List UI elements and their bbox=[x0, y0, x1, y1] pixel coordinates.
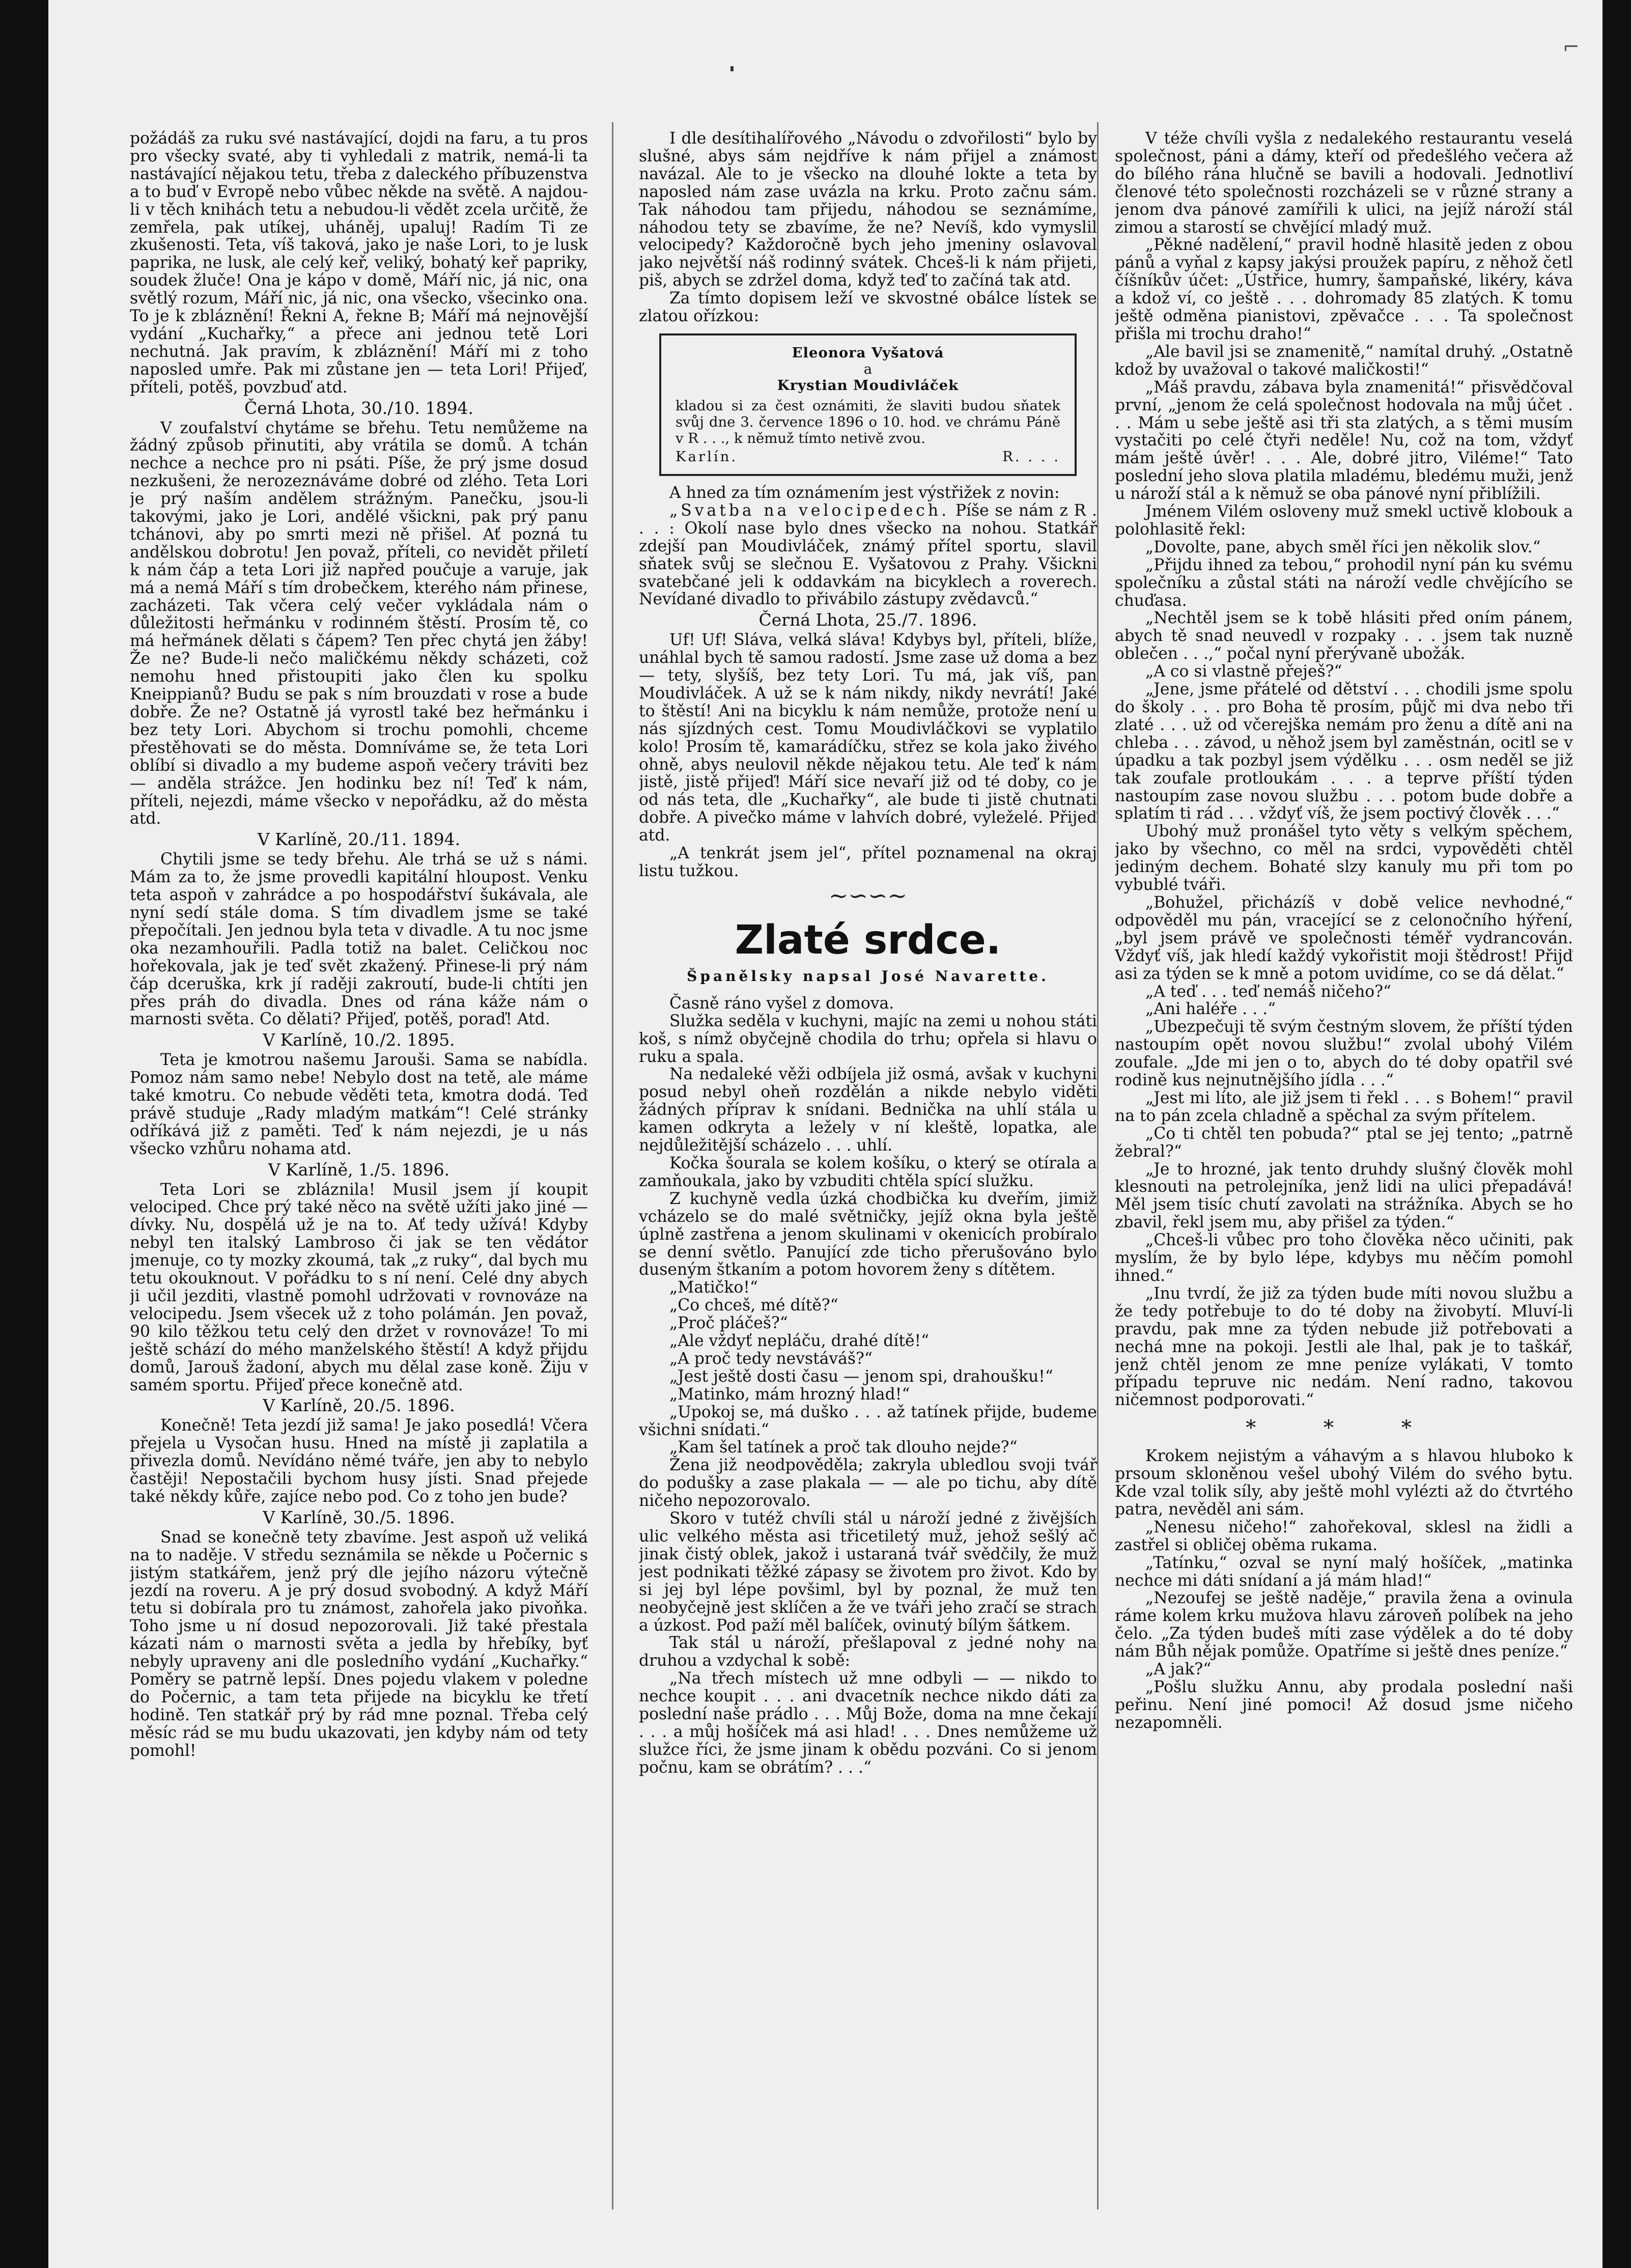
column-1 bbox=[130, 130, 588, 2237]
story-paragraph: „Chceš-li vůbec pro toho člověka něco učiniti, pak myslím, že by bylo lépe, kdybys mu něčím pomohl ihned.“ bbox=[1115, 1231, 1573, 1285]
letter-dateline: V Karlíně, 30./5. 1896. bbox=[263, 1507, 455, 1527]
letter-paragraph: Teta je kmotrou našemu Jarouši. Sama se nabídla. Pomoz nám samo nebe! Nebylo dost na tetě, ale máme také kmotru. Co nebude věděti teta, kmotra dodá. Teď právě studuje „Rady mladým matkám“! Celé stránky odříkává již z paměti. Teď k nám nejezdi, je u nás všecko vzhůru nohama atd. bbox=[130, 1051, 588, 1158]
dialogue-line: „Jest ještě dosti času — jenom spi, drahoušku!“ bbox=[669, 1367, 1053, 1386]
section-ornament: ~∽∽~ bbox=[828, 881, 908, 909]
column-2 bbox=[639, 130, 1097, 2237]
letter-paragraph: požádáš za ruku své nastávající, dojdi na faru, a tu pros pro všecky svaté, aby ti vyhledali z matrik, nemá-li ta nastávající nějakou tetu, třeba z daleckého příbuzenstva a to buď v Evropě nebo vůbec někde na světě. A najdou-li v těch knihách tetu a nebudou-li vědět zcela určitě, že zemřela, pak utíkej, uháněj, upaluj! Radím Ti ze zkušenosti. Teta, víš taková, jako je naše Lori, to je lusk paprika, ne lusk, ale celý keř, veliký, bohatý keř papriky, soudek žluče! Ona je kápo v domě, Máří nic, já nic, ona světlý rozum, Máří nic, já nic, ona všecko, všecinko ona. To je k zbláznění! Řekni A, řekne B; Máří má nejnovější vydání „Kuchařky,“ a přece ani jednou tetě Lori nechutná. Jak pravím, k zbláznění! Máří mi z toho naposled umře. Pak mi zůstane jen — teta Lori! Přijeď, příteli, potěš, povzbuď atd. bbox=[130, 130, 588, 397]
story-paragraph: „Máš pravdu, zábava byla znamenitá!“ přisvědčoval první, „jenom že celá společnost hodovala na můj účet . . . Mám u sebe ještě asi tři sta zlatých, a s těmi musím vystačiti po celé čtyři neděle! Nu, což na tom, vždyť mám ještě úvěr! . . . Ale, dobré jitro, Viléme!“ Tato poslední jeho slova platila mladému, bledému muži, jenž u nároží stál a k němuž se oba pánové nyní přiblížili. bbox=[1115, 378, 1573, 503]
story-paragraph: „Přijdu ihned za tebou,“ prohodil nyní pán ku svému společníku a zůstal státi na nároží vedle chvějícího se chuďasa. bbox=[1115, 555, 1573, 610]
story-paragraph: „A teď . . . teď nemáš ničeho?“ bbox=[1145, 982, 1392, 1001]
letter-dateline: V Karlíně, 20./11. 1894. bbox=[257, 829, 461, 850]
letter-paragraph: „A tenkrát jsem jel“, přítel poznamenal na okraj listu tužkou. bbox=[639, 844, 1097, 880]
story-paragraph: Ubohý muž pronášel tyto věty s velkým spěchem, jako by všechno, co měl na srdci, vypověděti chtěl jediným dechem. Bohaté slzy kanuly mu při tom po vybublé tváři. bbox=[1115, 822, 1573, 894]
dialogue-line: „Co chceš, mé dítě?“ bbox=[669, 1296, 838, 1315]
column-3 bbox=[1115, 130, 1573, 2237]
story-paragraph: Tak stál u nároží, přešlapoval z jedné nohy na druhou a vzdychal k sobě: bbox=[639, 1634, 1097, 1670]
column-rule-1 bbox=[612, 122, 613, 2209]
announcement-initial: R. . . . bbox=[1002, 448, 1060, 465]
story-paragraph: „A jak?“ bbox=[1145, 1660, 1212, 1679]
conjunction: a bbox=[863, 360, 873, 377]
letter-paragraph: Za tímto dopisem leží ve skvostné obálce lístek se zlatou ořízkou: bbox=[639, 289, 1097, 326]
letter-paragraph: I dle desítihalířového „Návodu o zdvořilosti“ bylo by slušné, abys sám nejdříve k nám přijel a známost navázal. Ale to je všecko na dlouhé lokte a teta by naposled nám zase uvázla na krku. Proto začnu sám. Tak náhodou tam přijedu, náhodou se seznámíme, náhodou tety se zbavíme, že ne? Nevíš, kdo vymyslil velocipedy? Každoročně bych jeho jmeniny oslavoval jako největší náš rodinný svátek. Chceš-li k nám přijeti, piš, abych se zdržel doma, když teď to začíná tak atd. bbox=[639, 130, 1097, 290]
story-paragraph: Žena již neodpověděla; zakryla ubledlou svoji tvář do podušky a zase plakala — — ale po tichu, aby dítě ničeho nepozorovalo. bbox=[639, 1456, 1097, 1510]
story-paragraph: „Nezoufej se ještě naděje,“ pravila žena a ovinula ráme kolem krku mužova hlavu zároveň políbek na jeho čelo. „Za týden budeš míti zase výdělek a do té doby nám Bůh nějak pomůže. Opatříme si ještě dnes peníze.“ bbox=[1115, 1589, 1573, 1661]
story-paragraph: „Na třech místech už mne odbyli — — nikdo to nechce koupit . . . ani dvacetník nechce nikdo dáti za poslední naše prádlo . . . Můj Bože, doma na mne čekají . . . a můj hošíček má asi hlad! . . . Dnes nemůžeme už služce říci, že jsme jinam k obědu pozváni. Co si jenom počnu, kam se obrátím? . . .“ bbox=[639, 1669, 1097, 1777]
story-title: Zlaté srdce. bbox=[735, 917, 1001, 963]
dialogue-line: „Matičko!“ bbox=[669, 1278, 758, 1297]
story-paragraph: „Ale bavil jsi se znamenitě,“ namítal druhý. „Ostatně kdož by uvažoval o takové maličkosti!“ bbox=[1115, 342, 1573, 379]
letter-paragraph: Teta Lori se zbláznila! Musil jsem jí koupit velociped. Chce prý také něco na světě užíti jako jiné — dívky. Nu, dospělá už je na to. Ať tedy užívá! Kdyby nebyl ten italský Lambroso či jak se ten vědátor jmenuje, co ty mozky zkoumá, tak „z ruky“, dal bych mu tetu okouknout. V pořádku to s ní není. Celé dny abych ji učil jezditi, vlastně pomohl udržovati v rovnováze na velocipedu. Jsem všecek už z toho polámán. Jen považ, 90 kilo těžkou tetu celý den držet v rovnováze! To mi ještě schází do mého manželského štěstí! A když přijdu domů, Jarouš žadoní, abych mu dělal zase koně. Žiju v samém sportu. Přijeď přece konečně atd. bbox=[130, 1180, 588, 1394]
dialogue-line: „Kam šel tatínek a proč tak dlouho nejde?“ bbox=[669, 1438, 1018, 1457]
scan-corner-mark: ⌐ bbox=[1562, 36, 1580, 59]
story-paragraph: „Bohužel, přicházíš v době velice nevhodné,“ odpověděl mu pán, vracející se z celonočního hýření, „byl jsem právě ve společnosti téměř vydrancován. Vždyť víš, jak hledí každý vykořistit moji štědrost! Přijď asi za týden se k mně a potom uvidíme, co se dá dělat.“ bbox=[1115, 893, 1573, 983]
story-paragraph: Krokem nejistým a váhavým a s hlavou hluboko k prsoum skloněnou vešel ubohý Vilém do svého bytu. Kde vzal tolik síly, aby ještě mohl vylézti až do čtvrtého patra, nevěděl ani sám. bbox=[1115, 1447, 1573, 1519]
story-paragraph: „A co si vlastně přeješ?“ bbox=[1145, 662, 1342, 681]
announcement-text: kladou si za čest oznámiti, že slaviti budou sňatek svůj dne 3. července 1896 o 10. hod. ve chrámu Páně v R . . ., k němuž tímto netivě zvou. bbox=[676, 397, 1060, 446]
letter-dateline: Černá Lhota, 30./10. 1894. bbox=[244, 398, 473, 418]
story-paragraph: „Pošlu služku Annu, aby prodala poslední naši peřinu. Není jiné pomoci! Až dosud jsme ničeho nezapomněli. bbox=[1115, 1677, 1573, 1732]
letter-paragraph: Chytili jsme se tedy břehu. Ale trhá se už s námi. Mám za to, že jsme provedli kapitální hloupost. Venku teta aspoň v zahrádce a po hospodářství šukávala, ale nyní sedí stále doma. S tím divadlem jsme se také přepočítali. Jen jednou byla teta v divadle. A tu noc jsme oka nezamhouřili. Padla totiž na balet. Celičkou noc hořekovala, jak je teď svět zkažený. Přinese-li prý nám čáp dceruška, krk jí raději zakroutí, bude-li chtíti jen přes práh do divadla. Dnes od rána káže nám o marnosti světa. Co dělati? Přijeď, potěš, poraď! Atd. bbox=[130, 850, 588, 1029]
dialogue-line: „Proč pláčeš?“ bbox=[669, 1314, 788, 1333]
story-paragraph: „Dovolte, pane, abych směl říci jen několik slov.“ bbox=[1145, 538, 1541, 556]
story-paragraph: „Ani haléře . . .“ bbox=[1145, 1000, 1276, 1019]
letter-paragraph: Uf! Uf! Sláva, velká sláva! Kdybys byl, příteli, blíže, unáhlal bych tě samou radostí. Jsme zase už doma a bez — tety, slyšíš, bez tety Lori. Tu má, jak víš, pan Moudivláček. A už se k nám nikdy, nikdy nevrátí! Jaké to štěstí! Ani na bicyklu k nám nemůže, protože není u nás sjízdných cest. Tomu Moudivláčkovi se vyplatilo kolo! Prosím tě, kamarádíčku, střez se kola jako živého ohně, abys neulovil někde nějakou tetu. Ale teď k nám jistě, jistě přijeď! Máří sice nevaří již od té doby, co je od nás teta, dle „Kuchařky“, ale bude ti jistě chutnati dobře. A pivečko máme v lahvích dobré, vyleželé. Přijeď atd. bbox=[639, 631, 1097, 845]
news-clipping bbox=[639, 502, 1097, 608]
story-paragraph: „Inu tvrdí, že již za týden bude míti novou službu a že tedy potřebuje to do té doby na živobytí. Mluví-li pravdu, pak mne za týden nebude již potřebovati a nechá mne na pokoji. Jestli ale lhal, pak je to taškář, jenž chtěl jenom ze mne peníze vylákati, V tomto případu tepruve nic nedám. Není radno, takovou ničemnost podporovati.“ bbox=[1115, 1284, 1573, 1410]
story-paragraph: Časně ráno vyšel z domova. bbox=[669, 994, 894, 1013]
dialogue-line: „Ale vždyť nepláču, drahé dítě!“ bbox=[669, 1332, 930, 1351]
story-paragraph: „Tatínku,“ ozval se nyní malý hošíček, „matinka nechce mi dáti snídaní a já mám hlad!“ bbox=[1115, 1553, 1573, 1590]
story-paragraph: „Jest mi líto, ale již jsem ti řekl . . . s Bohem!“ pravil na to pán zcela chladně a spěchal za svým přítelem. bbox=[1115, 1088, 1573, 1125]
column-rule-2 bbox=[1097, 122, 1099, 2209]
announcement-footer bbox=[676, 449, 1060, 465]
letter-paragraph: V zoufalství chytáme se břehu. Tetu nemůžeme na žádný způsob přinutiti, aby vrátila se domů. A tchán nechce a nechce pro ni psáti. Píše, že prý jsme dosud nezkušeni, že nerozeznáváme dobré od zlého. Teta Lori je prý naším andělem strážným. Panečku, jsou-li takovými, jako je Lori, andělé všickni, pak prý panu tchánovi, aby po smrti mezi ně přišel. Ať pozná tu andělskou dobrotu! Jen považ, příteli, co nevidět přiletí k nám čáp a teta Lori již napřed poučuje a varuje, jak má a nemá Máří s tím drobečkem, kterého nám přinese, zacházeti. Tak včera celý večer vykládala nám o důležitosti heřmánku v rodinném štěstí. Prosím tě, co má heřmánek dělati s čápem? Ten přec chytá jen žáby! Že ne? Bude-li nečo maličkému někdy scházeti, což nemohu hned přistoupiti jako člen ku spolku Kneippianů? Budu se pak s ním brouzdati v rose a bude dobře. Že ne? Ostatně já vyrostl také bez heřmánku i bez tety Lori. Abychom si trochu pomohli, chceme přestěhovati se do města. Domníváme se, že teta Lori oblíbí si divadlo a my budeme aspoň večery tráviti bez — anděla strážce. Jen hodinku bez ní! Teď k nám, příteli, nejezdi, máme všecko v nepořádku, až do města atd. bbox=[130, 418, 588, 828]
dialogue-line: „A proč tedy nevstáváš?“ bbox=[669, 1349, 873, 1368]
clipping-text: Píše se nám z R . . . : Okolí nase bylo dnes všecko na nohou. Statkář zdejší pan Moudivláček, známý přítel sportu, slavil sňatek svůj se slečnou E. Vyšatovou z Prahy. Všickni svatebčané jeli k oddavkám na bicyklech a roverech. Nevídané divadlo to přivábilo zástupy zvědavců.“ bbox=[639, 501, 1097, 609]
letter-paragraph: Konečně! Teta jezdí již sama! Je jako posedlá! Včera přejela u Vysočan husu. Hned na místě ji zaplatila a přivezla domů. Nevídáno němé tváře, jen aby to nebylo častěji! Nepostačili bychom husy jísti. Snad přejede také někdy kůře, zajíce nebo pod. Co z toho jen bude? bbox=[130, 1416, 588, 1506]
story-paragraph: „Nenesu ničeho!“ zahořekoval, sklesl na židli a zastřel si obličej oběma rukama. bbox=[1115, 1518, 1573, 1554]
letter-dateline: V Karlíně, 10./2. 1895. bbox=[263, 1030, 455, 1050]
clipping-headline: „Svatba na velocipedech. bbox=[669, 501, 950, 520]
story-paragraph: „Nechtěl jsem se k tobě hlásiti před oním pánem, abych tě snad neuvedl v rozpaky . . . jsem tak nuzně oblečen . . .,“ počal nyní přerývaně ubožák. bbox=[1115, 609, 1573, 663]
story-paragraph: „Jene, jsme přátelé od dětství . . . chodili jsme spolu do školy . . . pro Boha tě prosím, půjč mi dva nebo tři zlaté . . . už od včerejška nemám pro ženu a dítě ani na chleba . . . závod, u něhož jsem byl zaměstnán, ocitl se v úpadku a tak pozbyl jsem výdělku . . . osm neděl se již tak zoufale protloukám . . . a teprve příští týden nastoupím zase novou službu . . . potom bude dobře a splatím ti rád . . . vždyť víš, že jsem poctivý člověk . . .“ bbox=[1115, 680, 1573, 823]
story-paragraph: „Ubezpečuji tě svým čestným slovem, že příští týden nastoupím opět novou službu!“ zvolal ubohý Vilém zoufale. „Jde mi jen o to, abych do té doby opatřil své rodině kus nejnutnějšího jídla . . .“ bbox=[1115, 1018, 1573, 1090]
bride-name: Eleonora Vyšatová bbox=[792, 344, 944, 361]
story-paragraph: Kočka šourala se kolem košíku, o který se otírala a zamňoukala, jako by vzbuditi chtěla spící služku. bbox=[639, 1154, 1097, 1190]
section-break-stars: * * * bbox=[1246, 1416, 1442, 1440]
letter-dateline: V Karlíně, 20./5. 1896. bbox=[263, 1395, 455, 1416]
letter-dateline: Černá Lhota, 25./7. 1896. bbox=[758, 610, 977, 630]
announcement-place: Karlín. bbox=[676, 448, 738, 465]
story-paragraph: Služka seděla v kuchyni, majíc na zemi u nohou státi koš, s nímž obyčejně chodila do trhu; opřela si hlavu o ruku a spala. bbox=[639, 1012, 1097, 1066]
story-paragraph: „Co ti chtěl ten pobuda?“ ptal se jej tento; „patrně žebral?“ bbox=[1115, 1124, 1573, 1161]
story-paragraph: Jménem Vilém osloveny muž smekl uctivě klobouk a polohlasitě řekl: bbox=[1115, 502, 1573, 539]
page-mark bbox=[730, 66, 734, 71]
story-paragraph: „Je to hrozné, jak tento druhdy slušný člověk mohl klesnouti na petrolejníka, jenž lidi na ulici přepadává! Měl jsem tisíc chutí zavolati na strážníka. Abych se ho zbavil, řekl jsem mu, aby přišel za týden.“ bbox=[1115, 1160, 1573, 1232]
dialogue-line: „Matinko, mám hrozný hlad!“ bbox=[669, 1385, 910, 1404]
dialogue-line: „Upokoj se, má duško . . . až tatínek přijde, budeme všichni snídati.“ bbox=[639, 1403, 1097, 1439]
story-paragraph: Na nedaleké věži odbíjela již osmá, avšak v kuchyni posud nebyl oheň rozdělán a nikde nebylo viděti žádných příprav k snídani. Bednička na uhlí stála u kamen odkryta a ležely v ní kleště, lopatka, ale nejdůležitější scházelo . . . uhlí. bbox=[639, 1065, 1097, 1155]
wedding-announcement-card bbox=[659, 333, 1077, 476]
story-byline: Španělsky napsal José Navarette. bbox=[687, 967, 1049, 985]
letter-dateline: V Karlíně, 1./5. 1896. bbox=[268, 1159, 450, 1180]
newspaper-page bbox=[48, 0, 1602, 2268]
letter-paragraph: Snad se konečně tety zbavíme. Jest aspoň už veliká na to naděje. V středu seznámila se někde u Počernic s jistým statkářem, jenž prý dle jejího názoru výtečně jezdí na roveru. A je prý dosud svobodný. A když Máří tetu si dobírala pro tu známost, zahořela jako pivoňka. Toho jsme u ní dosud nepozorovali. Již také přestala kázati nám o marnosti světa a jedla by hřebíky, byť nebyly upraveny ani dle posledního vydání „Kuchařky.“ Poměry se patrně lepší. Dnes pojedu vlakem v poledne do Počernic, a tam teta přijede na bicyklu ke třetí hodině. Ten statkář prý by rád mne poznal. Třeba celý měsíc rád se mu budu ukazovati, jen kdyby nám od tety pomohl! bbox=[130, 1528, 588, 1760]
story-paragraph: V téže chvíli vyšla z nedalekého restaurantu veselá společnost, páni a dámy, kteří od předešlého večera až do bílého rána hlučně se bavili a hodovali. Jednotliví členové této společnosti rozcházeli se v různé strany a jenom dva pánové zamířili k ulici, na jejíž nároží stál zimou a starostí se chvějící mladý muž. bbox=[1115, 130, 1573, 237]
story-paragraph: Skoro v tutéž chvíli stál u nároží jedné z živějších ulic velkého města asi třicetiletý muž, jehož sešlý ač jinak čistý oblek, jakož i ustaraná tvář svědčily, že muž jest podnikati těžké zápasy se životem pro život. Kdo by si jej byl lépe povšiml, byl by poznal, že muž ten neobyčejně jest sklíčen a že ve tváři jeho zračí se strach a úzkost. Pod paží měl balíček, ovinutý bílým šátkem. bbox=[639, 1509, 1097, 1635]
groom-name: Krystian Moudivláček bbox=[777, 377, 959, 394]
letter-paragraph: A hned za tím oznámením jest výstřižek z novin: bbox=[669, 483, 1060, 502]
story-paragraph: Z kuchyně vedla úzká chodbička ku dveřím, jimiž vcházelo se do malé světničky, jejíž okna byla ještě úplně zastřena a jenom skulinami v okenicích probíralo se denní světlo. Panující zde ticho přerušováno bylo duseným štkaním a potom hovorem ženy s dítětem. bbox=[639, 1189, 1097, 1279]
story-paragraph: „Pěkné nadělení,“ pravil hodně hlasitě jeden z obou pánů a vyňal z kapsy jakýsi proužek papíru, z něhož četl číšníkův účet: „Ústřice, humry, šampaňské, likéry, káva a kdož ví, co ještě . . . dohromady 85 zlatých. K tomu ještě odměna pianistovi, zpěvačce . . . Ta společnost přišla mi trochu draho!“ bbox=[1115, 236, 1573, 343]
